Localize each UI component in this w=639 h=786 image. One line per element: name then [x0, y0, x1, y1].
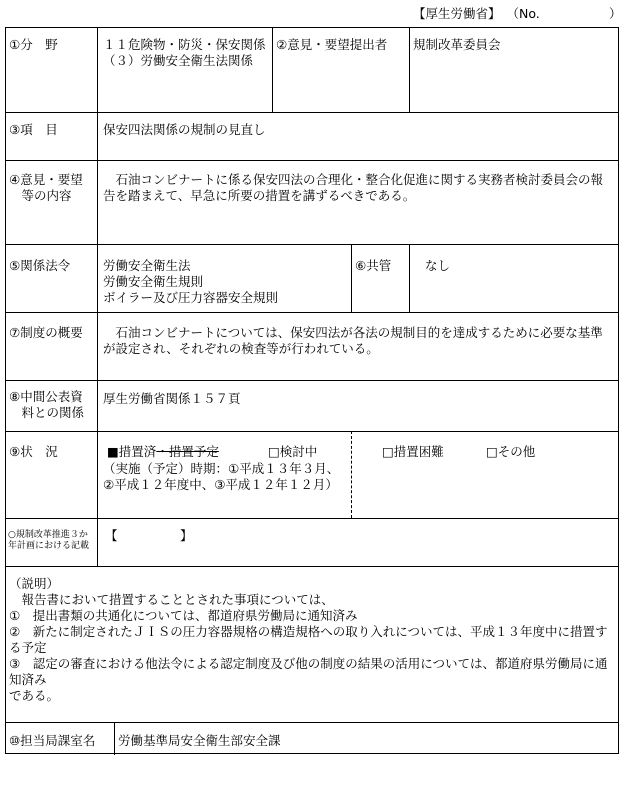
status-dashed-divider — [351, 431, 352, 518]
status-timing: （実施（予定）時期：①平成１３年３月、②平成１２年度中、③平成１２年１２月） — [103, 461, 340, 492]
row-divider — [6, 566, 618, 567]
submitter-value: 規制改革委員会 — [413, 37, 501, 52]
plan-value: 【 】 — [105, 528, 193, 543]
system-value: 石油コンビナートについては、保安四法が各法の規制目的を達成するために必要な基準が設定され、それぞれの検査等が行われている。 — [103, 325, 603, 356]
item-label: ③項 目 — [9, 122, 58, 137]
request-label: ④意見・要望 等の内容 — [9, 172, 83, 203]
form-table — [5, 27, 619, 754]
status-label: ⑨状 況 — [9, 444, 58, 459]
interim-label: ⑧中間公表資 料との関係 — [9, 389, 85, 420]
laws-value: 労働安全衛生法 労働安全衛生規則 ボイラー及び圧力容器安全規則 — [103, 258, 279, 305]
submitter-value-divider — [409, 28, 410, 112]
item-value: 保安四法関係の規制の見直し — [103, 122, 266, 137]
submitter-label: ②意見・要望提出者 — [276, 37, 388, 52]
status-other: □その他 — [486, 444, 536, 459]
office-label-divider — [114, 722, 115, 755]
status-done: ■措置済 — [107, 444, 157, 459]
plan-label: ○規制改革推進３か年計画における記載 — [8, 530, 90, 551]
ministry-label: 【厚生労働省】 — [413, 6, 501, 21]
office-value: 労働基準局安全衛生部安全課 — [118, 733, 281, 748]
status-done-option — [107, 444, 219, 460]
field-label: ①分 野 — [9, 37, 58, 52]
field-value: １１危険物・防災・保安関係 （３）労働安全衛生法関係 — [103, 37, 266, 68]
status-difficult: □措置困難 — [382, 444, 444, 459]
status-reviewing: □検討中 — [268, 444, 318, 459]
office-label: ⑩担当局課室名 — [9, 733, 96, 748]
number-close: ） — [609, 6, 622, 21]
laws-label: ⑤関係法令 — [9, 258, 71, 273]
document-header — [413, 4, 622, 22]
row-divider — [6, 722, 618, 723]
explanation-text: （説明） 報告書において措置することとされた事項については、 ① 提出書類の共通化については、都道府県労働局に通知済み ② 新たに制定されたＪＩＳの圧力容器規格の構造規格への取り入れについては、平成１３年度中に措置する予定 ③ 認定の審査における他法令による認定制度及び他の制度の結果の活用については、都道府県労働局に通知済み である。 — [9, 576, 608, 703]
interim-value: 厚生労働省関係１５７頁 — [103, 391, 241, 406]
status-planned: ・措置予定 — [156, 444, 219, 459]
joint-label: ⑥共管 — [355, 258, 392, 273]
label-column-divider — [97, 28, 98, 566]
joint-value: なし — [425, 258, 451, 273]
joint-value-divider — [409, 244, 410, 312]
number-label: （No. — [506, 6, 540, 21]
request-value: 石油コンビナートに係る保安四法の合理化・整合化促進に関する実務者検討委員会の報告を踏まえて、早急に所要の措置を講ずるべきである。 — [103, 172, 604, 203]
field-submitter-divider — [272, 28, 273, 112]
system-label: ⑦制度の概要 — [9, 325, 83, 340]
laws-joint-divider — [351, 244, 352, 312]
